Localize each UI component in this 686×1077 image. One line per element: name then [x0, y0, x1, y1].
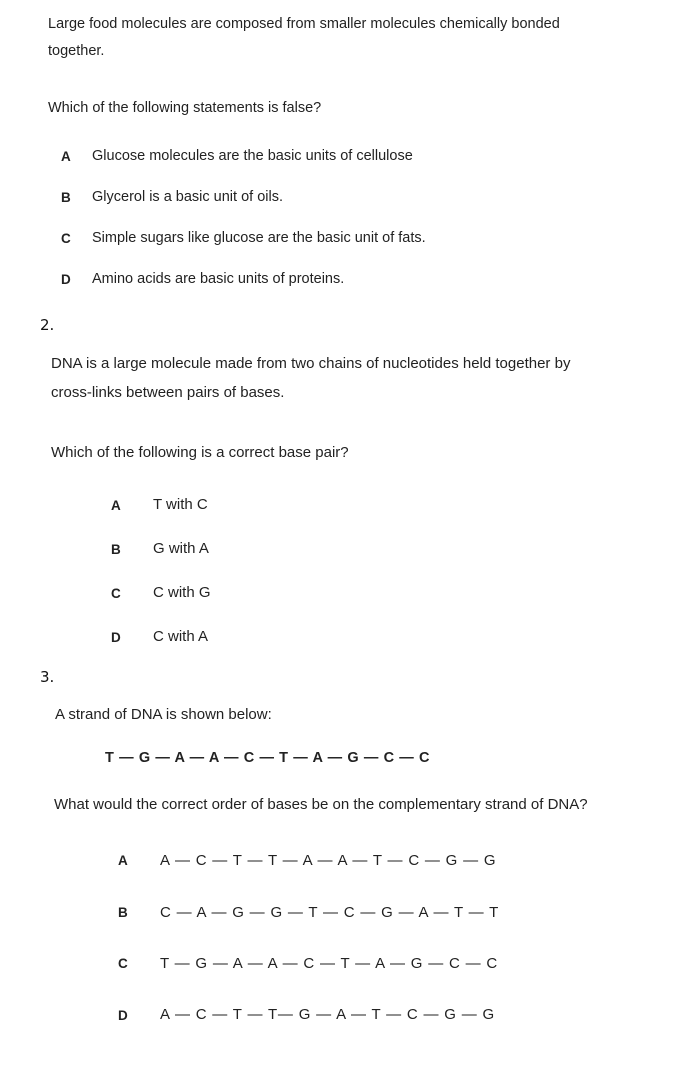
- q2-number: 2.: [40, 316, 55, 334]
- q3-option-a-letter: A: [118, 853, 128, 868]
- q1-option-a-text: Glucose molecules are the basic units of cellulose: [92, 148, 413, 164]
- q3-prompt: What would the correct order of bases be on the complementary strand of DNA?: [54, 796, 588, 813]
- q3-option-d-letter: D: [118, 1008, 128, 1023]
- q2-option-c-letter: C: [111, 586, 121, 601]
- q2-prompt: Which of the following is a correct base pair?: [51, 444, 349, 461]
- q2-stem-line2: cross-links between pairs of bases.: [51, 384, 285, 401]
- q2-option-d-text: C with A: [153, 628, 209, 645]
- q3-number: 3.: [40, 668, 55, 686]
- q1-option-b-letter: B: [61, 190, 71, 205]
- q3-option-a-text: A — C — T — T — A — A — T — C — G — G: [160, 852, 497, 869]
- q3-option-d-text: A — C — T — T— G — A — T — C — G — G: [160, 1006, 495, 1023]
- q3-dna-strand: T — G — A — A — C — T — A — G — C — C: [105, 750, 431, 766]
- q2-option-d-letter: D: [111, 630, 121, 645]
- q1-option-d-letter: D: [61, 272, 71, 287]
- q2-option-c-text: C with G: [153, 584, 211, 601]
- q1-option-a-letter: A: [61, 149, 71, 164]
- q2-stem-line1: DNA is a large molecule made from two chains of nucleotides held together by: [51, 355, 571, 372]
- q3-option-c-text: T — G — A — A — C — T — A — G — C — C: [160, 955, 499, 972]
- q3-option-c-letter: C: [118, 956, 128, 971]
- q3-intro: A strand of DNA is shown below:: [55, 706, 272, 723]
- q2-option-a-letter: A: [111, 498, 121, 513]
- q1-prompt: Which of the following statements is false?: [48, 100, 322, 116]
- q1-option-c-letter: C: [61, 231, 71, 246]
- q3-option-b-letter: B: [118, 905, 128, 920]
- q3-option-b-text: C — A — G — G — T — C — G — A — T — T: [160, 904, 500, 921]
- q2-option-b-letter: B: [111, 542, 121, 557]
- q1-option-d-text: Amino acids are basic units of proteins.: [92, 271, 345, 287]
- q1-option-c-text: Simple sugars like glucose are the basic unit of fats.: [92, 230, 426, 246]
- q2-option-a-text: T with C: [153, 496, 208, 513]
- q1-stem-line2: together.: [48, 43, 105, 59]
- q1-stem-line1: Large food molecules are composed from smaller molecules chemically bonded: [48, 16, 560, 32]
- q1-option-b-text: Glycerol is a basic unit of oils.: [92, 189, 283, 205]
- q2-option-b-text: G with A: [153, 540, 209, 557]
